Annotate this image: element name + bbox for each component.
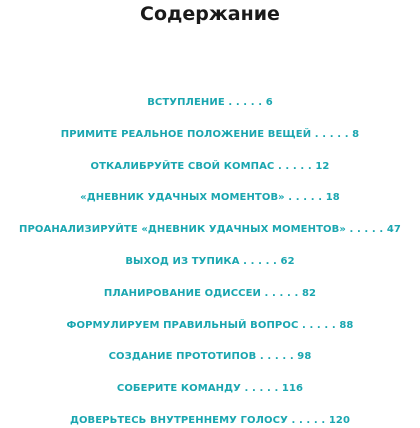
page-title: Содержание (140, 3, 280, 25)
toc-entry (0, 319, 420, 333)
toc-entry (0, 255, 420, 269)
toc-entry-text: СОЗДАНИЕ ПРОТОТИПОВ . . . . . 98 (108, 351, 312, 363)
toc-entry (0, 128, 420, 142)
toc-entry-text: «ДНЕВНИК УДАЧНЫХ МОМЕНТОВ» . . . . . 18 (80, 192, 340, 204)
toc-entry-text: ПРИМИТЕ РЕАЛЬНОЕ ПОЛОЖЕНИЕ ВЕЩЕЙ . . . . . 8 (60, 128, 360, 140)
toc-entry-text: ОТКАЛИБРУЙТЕ СВОЙ КОМПАС . . . . . 12 (90, 160, 330, 172)
toc-entry (0, 96, 420, 110)
toc-entry-text: ФОРМУЛИРУЕМ ПРАВИЛЬНЫЙ ВОПРОС . . . . . 88 (66, 319, 354, 331)
toc-entry (0, 382, 420, 396)
toc-entry-text: СОБЕРИТЕ КОМАНДУ . . . . . 116 (116, 383, 304, 395)
toc-entry-text: ВСТУПЛЕНИЕ . . . . . 6 (147, 97, 273, 108)
toc-entry (0, 191, 420, 205)
toc-entry-text: ДОВЕРЬТЕСЬ ВНУТРЕННЕМУ ГОЛОСУ . . . . . 120 (69, 415, 351, 426)
toc-entry (0, 350, 420, 364)
toc-entry-text: ПРОАНАЛИЗИРУЙТЕ «ДНЕВНИК УДАЧНЫХ МОМЕНТОВ» . . . . . 47 (19, 224, 401, 236)
toc-entry (0, 223, 420, 237)
toc-entry (0, 160, 420, 174)
toc-entry (0, 414, 420, 428)
toc-entry-text: ПЛАНИРОВАНИЕ ОДИССЕИ . . . . . 82 (103, 287, 317, 299)
toc-entry-text: ВЫХОД ИЗ ТУПИКА . . . . . 62 (125, 256, 295, 267)
toc-entry (0, 287, 420, 301)
